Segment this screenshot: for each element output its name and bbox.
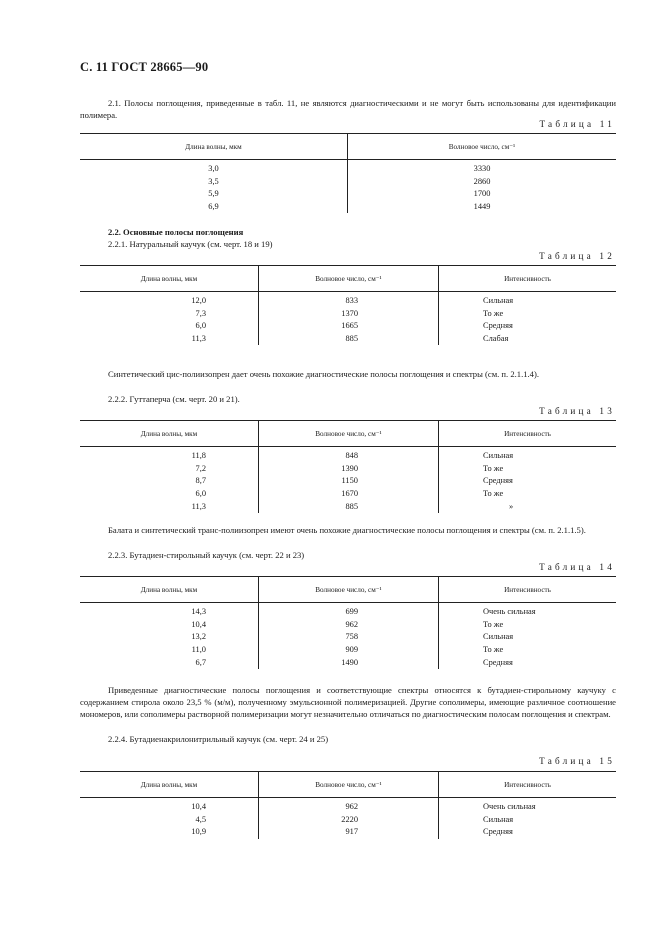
- table-cell: 1370: [259, 308, 439, 321]
- table-row: [80, 656, 616, 669]
- table-cell: 11,0: [191, 645, 206, 655]
- column-header: Волновое число, см⁻¹: [348, 134, 617, 160]
- table-cell: 2860: [348, 176, 617, 189]
- table-cell: Средняя: [439, 475, 617, 488]
- column-header: Интенсивность: [439, 266, 617, 292]
- table-cell: Сильная: [439, 631, 617, 644]
- table-cell: 2220: [259, 814, 439, 827]
- table-cell: 11,3: [191, 501, 206, 511]
- table-cell: 1390: [259, 463, 439, 476]
- table-13-caption: Таблица 13: [539, 406, 615, 416]
- table-12: [80, 265, 616, 345]
- table-cell: »: [439, 500, 617, 513]
- table-cell: 848: [259, 447, 439, 463]
- column-header: Длина волны, мкм: [80, 266, 259, 292]
- table-cell: 7,3: [195, 308, 206, 318]
- column-header: Длина волны, мкм: [80, 772, 259, 798]
- table-cell: 699: [259, 603, 439, 619]
- column-header: Интенсивность: [439, 772, 617, 798]
- table-cell: 12,0: [191, 296, 206, 306]
- column-header: Длина волны, мкм: [80, 577, 259, 603]
- table-cell: То же: [439, 488, 617, 501]
- table-cell: Слабая: [439, 333, 617, 346]
- table-cell: То же: [439, 463, 617, 476]
- table-cell: 5,9: [208, 189, 219, 199]
- table-12-caption: Таблица 12: [539, 251, 615, 261]
- table-14-caption: Таблица 14: [539, 562, 615, 572]
- table-cell: Сильная: [439, 292, 617, 308]
- table-cell: 962: [259, 798, 439, 814]
- column-header: Волновое число, см⁻¹: [259, 577, 439, 603]
- table-cell: 1150: [259, 475, 439, 488]
- table-row: [80, 308, 616, 321]
- table-cell: 10,4: [191, 619, 206, 629]
- table-cell: Средняя: [439, 320, 617, 333]
- table-row: [80, 188, 616, 201]
- table-row: [80, 292, 616, 308]
- table-cell: 11,8: [191, 451, 206, 461]
- paragraph-2-2-4: 2.2.4. Бутадиенакрилонитрильный каучук (см. черт. 24 и 25): [108, 734, 329, 744]
- table-cell: 10,9: [191, 827, 206, 837]
- table-cell: 3,0: [208, 164, 219, 174]
- paragraph-synthetic: Синтетический цис-полиизопрен дает очень похожие диагностические полосы поглощения и спектры (см. п. 2.1.1.4).: [108, 369, 539, 379]
- table-15: [80, 771, 616, 839]
- table-cell: 4,5: [195, 814, 206, 824]
- table-cell: 758: [259, 631, 439, 644]
- table-cell: 1670: [259, 488, 439, 501]
- table-cell: 13,2: [191, 632, 206, 642]
- column-header: Интенсивность: [439, 421, 617, 447]
- table-cell: 3,5: [208, 176, 219, 186]
- table-row: [80, 826, 616, 839]
- paragraph-bsk: Приведенные диагностические полосы поглощения и соответствующие спектры относятся к бутадиен-стирольному каучуку с содержанием стирола около 23,5 % (м/м), полученному эмульсионной полимеризацией. Другие сополимеры, имеющие различное соотношение мономеров, или сополимеры растворной полимеризации могут незначительно отличаться по диагностическим полосам поглощения и спектрам.: [80, 685, 616, 719]
- table-11-caption: Таблица 11: [539, 119, 615, 129]
- paragraph-balata: Балата и синтетический транс-полиизопрен имеют очень похожие диагностические полосы поглощения и спектры (см. п. 2.1.1.5).: [108, 525, 586, 535]
- table-cell: То же: [439, 644, 617, 657]
- table-row: [80, 320, 616, 333]
- table-row: [80, 619, 616, 632]
- table-13: [80, 420, 616, 513]
- table-row: [80, 631, 616, 644]
- column-header: Волновое число, см⁻¹: [259, 421, 439, 447]
- column-header: Интенсивность: [439, 577, 617, 603]
- table-cell: 909: [259, 644, 439, 657]
- table-11: [80, 133, 616, 213]
- table-cell: 1700: [348, 188, 617, 201]
- table-cell: 7,2: [195, 463, 206, 473]
- paragraph-2-2-1: 2.2.1. Натуральный каучук (см. черт. 18 и 19): [108, 239, 273, 249]
- table-row: [80, 814, 616, 827]
- table-cell: 885: [259, 333, 439, 346]
- table-row: [80, 500, 616, 513]
- column-header: Длина волны, мкм: [80, 421, 259, 447]
- table-cell: 917: [259, 826, 439, 839]
- table-row: [80, 603, 616, 619]
- column-header: Волновое число, см⁻¹: [259, 772, 439, 798]
- table-cell: 10,4: [191, 802, 206, 812]
- table-cell: 6,0: [195, 321, 206, 331]
- table-cell: 11,3: [191, 334, 206, 344]
- table-cell: 833: [259, 292, 439, 308]
- table-cell: 1665: [259, 320, 439, 333]
- table-cell: 14,3: [191, 607, 206, 617]
- table-cell: 885: [259, 500, 439, 513]
- table-cell: 6,9: [208, 202, 219, 212]
- table-15-caption: Таблица 15: [539, 756, 615, 766]
- section-heading-2-2: 2.2. Основные полосы поглощения: [108, 227, 244, 237]
- table-cell: 1490: [259, 656, 439, 669]
- table-cell: 6,0: [195, 489, 206, 499]
- paragraph-2-2-2: 2.2.2. Гуттаперча (см. черт. 20 и 21).: [108, 394, 240, 404]
- table-cell: 3330: [348, 160, 617, 176]
- table-row: [80, 475, 616, 488]
- table-row: [80, 447, 616, 463]
- table-cell: 8,7: [195, 476, 206, 486]
- table-cell: То же: [439, 619, 617, 632]
- column-header: Длина волны, мкм: [80, 134, 348, 160]
- table-row: [80, 644, 616, 657]
- table-row: [80, 160, 616, 176]
- table-cell: Средняя: [439, 656, 617, 669]
- table-row: [80, 201, 616, 214]
- table-row: [80, 176, 616, 189]
- table-cell: Сильная: [439, 814, 617, 827]
- table-cell: Сильная: [439, 447, 617, 463]
- table-cell: То же: [439, 308, 617, 321]
- paragraph-2-2-3: 2.2.3. Бутадиен-стирольный каучук (см. черт. 22 и 23): [108, 550, 305, 560]
- table-row: [80, 798, 616, 814]
- table-cell: Средняя: [439, 826, 617, 839]
- table-14: [80, 576, 616, 669]
- table-cell: 6,7: [195, 657, 206, 667]
- table-cell: 962: [259, 619, 439, 632]
- table-row: [80, 488, 616, 501]
- column-header: Волновое число, см⁻¹: [259, 266, 439, 292]
- table-cell: Очень сильная: [439, 798, 617, 814]
- page-header: С. 11 ГОСТ 28665—90: [80, 60, 209, 74]
- table-cell: Очень сильная: [439, 603, 617, 619]
- paragraph-2-1: 2.1. Полосы поглощения, приведенные в табл. 11, не являются диагностическими и не могут быть использованы для идентификации полимера.: [80, 98, 616, 120]
- table-cell: 1449: [348, 201, 617, 214]
- table-row: [80, 333, 616, 346]
- table-row: [80, 463, 616, 476]
